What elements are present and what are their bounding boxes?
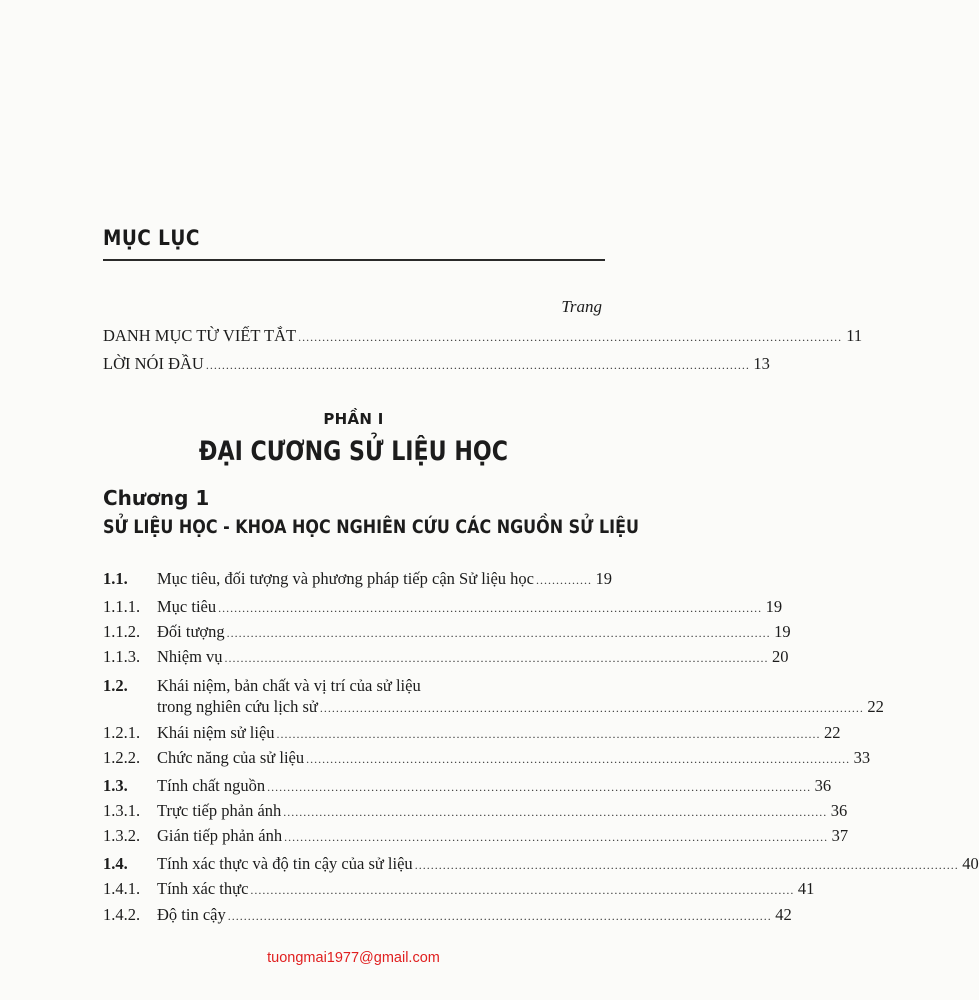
toc-entry-number: 1.1.3. bbox=[103, 647, 141, 666]
leader-dots: ........................................................................................................................................ bbox=[224, 651, 769, 665]
toc-entry-number: 1.4.1. bbox=[103, 879, 141, 898]
toc-entry-page: 22 bbox=[867, 697, 884, 716]
toc-entry-label: Mục tiêu bbox=[157, 597, 217, 616]
toc-entry[interactable] bbox=[103, 622, 791, 643]
toc-entry[interactable] bbox=[103, 776, 832, 797]
toc-entry-label: Độ tin cậy bbox=[157, 905, 226, 924]
leader-dots: ........................................................................................................................................ bbox=[227, 909, 772, 923]
toc-entry-label: Khái niệm, bản chất và vị trí của sử liệu bbox=[157, 676, 421, 695]
toc-entry-number: 1.1. bbox=[103, 569, 128, 588]
leader-dots: ........................................................................................................................................ bbox=[298, 330, 843, 344]
toc-entry-label: LỜI NÓI ĐẦU bbox=[103, 354, 204, 373]
leader-dots: ........................................................................................................................................ bbox=[306, 752, 851, 766]
toc-entry-page: 36 bbox=[814, 776, 832, 795]
toc-entry-number: 1.3.2. bbox=[103, 826, 141, 845]
leader-dots: ........................................................................................................................................ bbox=[226, 626, 771, 640]
toc-entry-number: 1.3. bbox=[103, 776, 128, 795]
leader-dots: ........................................................................................................................................ bbox=[267, 780, 812, 794]
toc-entry-label: Đối tượng bbox=[157, 622, 225, 641]
leader-dots: ........................................................................................................................................ bbox=[250, 883, 795, 897]
toc-entry-label: Gián tiếp phản ánh bbox=[157, 826, 283, 845]
toc-entry-line2[interactable] bbox=[103, 697, 884, 718]
leader-dots: ........................................................................................................................................ bbox=[205, 358, 750, 372]
toc-entry[interactable] bbox=[103, 826, 849, 847]
leader-dots: ........................................................................................................................................ bbox=[284, 830, 829, 844]
toc-entry-page: 22 bbox=[824, 723, 841, 742]
toc-entry-number: 1.1.1. bbox=[103, 597, 141, 616]
toc-entry-label: Mục tiêu, đối tượng và phương pháp tiếp cận Sử liệu học bbox=[157, 569, 534, 588]
part-label: PHẦN I bbox=[323, 410, 384, 428]
leader-dots: ........................................................................................................................................ bbox=[276, 727, 821, 741]
toc-entry-label: trong nghiên cứu lịch sử bbox=[157, 697, 318, 716]
toc-entry-page: 33 bbox=[853, 748, 871, 767]
toc-entry-line1[interactable] bbox=[103, 676, 603, 696]
toc-entry-page: 19 bbox=[774, 622, 791, 641]
toc-entry-page: 36 bbox=[830, 801, 848, 820]
toc-title: MỤC LỤC bbox=[103, 226, 200, 250]
part-title-text: ĐẠI CƯƠNG SỬ LIỆU HỌC bbox=[198, 436, 509, 467]
toc-entry-label: Trực tiếp phản ánh bbox=[157, 801, 282, 820]
toc-entry-number: 1.4. bbox=[103, 854, 128, 873]
toc-entry-page: 11 bbox=[846, 326, 863, 345]
toc-entry-number: 1.2.1. bbox=[103, 723, 141, 742]
footer-email: tuongmai1977@gmail.com bbox=[267, 950, 440, 966]
toc-entry-number: 1.3.1. bbox=[103, 801, 141, 820]
toc-entry[interactable] bbox=[103, 905, 792, 926]
leader-dots: ........................................................................................................................................ bbox=[283, 805, 828, 819]
toc-entry-number: 1.2.2. bbox=[103, 748, 141, 767]
toc-entry-label: Tính xác thực và độ tin cậy của sử liệu bbox=[157, 854, 413, 873]
toc-entry-page: 41 bbox=[797, 879, 815, 898]
toc-entry-preface[interactable] bbox=[103, 354, 770, 375]
chapter-label: Chương 1 bbox=[103, 486, 210, 510]
toc-entry-page: 20 bbox=[772, 647, 789, 666]
toc-entry-abbreviations[interactable] bbox=[103, 326, 863, 347]
toc-entry[interactable] bbox=[103, 723, 841, 744]
toc-entry-page: 42 bbox=[775, 905, 792, 924]
toc-entry[interactable] bbox=[103, 854, 979, 875]
toc-entry-number: 1.4.2. bbox=[103, 905, 141, 924]
toc-entry-label: Tính chất nguồn bbox=[157, 776, 266, 795]
leader-dots: ........................................................................................................................................ bbox=[414, 858, 959, 872]
part-title bbox=[0, 436, 707, 467]
toc-entry[interactable] bbox=[103, 801, 848, 822]
toc-entry-page: 19 bbox=[765, 597, 783, 616]
toc-entry[interactable] bbox=[103, 569, 612, 590]
chapter-title: SỬ LIỆU HỌC - KHOA HỌC NGHIÊN CỨU CÁC NGUỒN SỬ LIỆU bbox=[103, 516, 639, 538]
leader-dots: .............. bbox=[535, 573, 592, 587]
toc-entry-page: 40 bbox=[962, 854, 979, 873]
page-column-label: Trang bbox=[561, 297, 602, 316]
toc-entry-label: Khái niệm sử liệu bbox=[157, 723, 275, 742]
toc-entry-page: 37 bbox=[831, 826, 849, 845]
toc-entry-page: 13 bbox=[753, 354, 770, 373]
toc-entry-label: Tính xác thực bbox=[157, 879, 249, 898]
toc-entry-label: DANH MỤC TỪ VIẾT TẮT bbox=[103, 326, 297, 345]
toc-entry-number: 1.2. bbox=[103, 676, 128, 695]
toc-entry-label: Chức năng của sử liệu bbox=[157, 748, 305, 767]
toc-entry[interactable] bbox=[103, 879, 815, 900]
title-divider bbox=[103, 259, 605, 261]
toc-entry-number: 1.1.2. bbox=[103, 622, 141, 641]
toc-entry[interactable] bbox=[103, 597, 783, 618]
toc-entry[interactable] bbox=[103, 748, 871, 769]
toc-entry-label: Nhiệm vụ bbox=[157, 647, 223, 666]
leader-dots: ........................................................................................................................................ bbox=[218, 601, 763, 615]
leader-dots: ........................................................................................................................................ bbox=[319, 701, 864, 715]
toc-entry[interactable] bbox=[103, 647, 789, 668]
toc-entry-page: 19 bbox=[595, 569, 612, 588]
